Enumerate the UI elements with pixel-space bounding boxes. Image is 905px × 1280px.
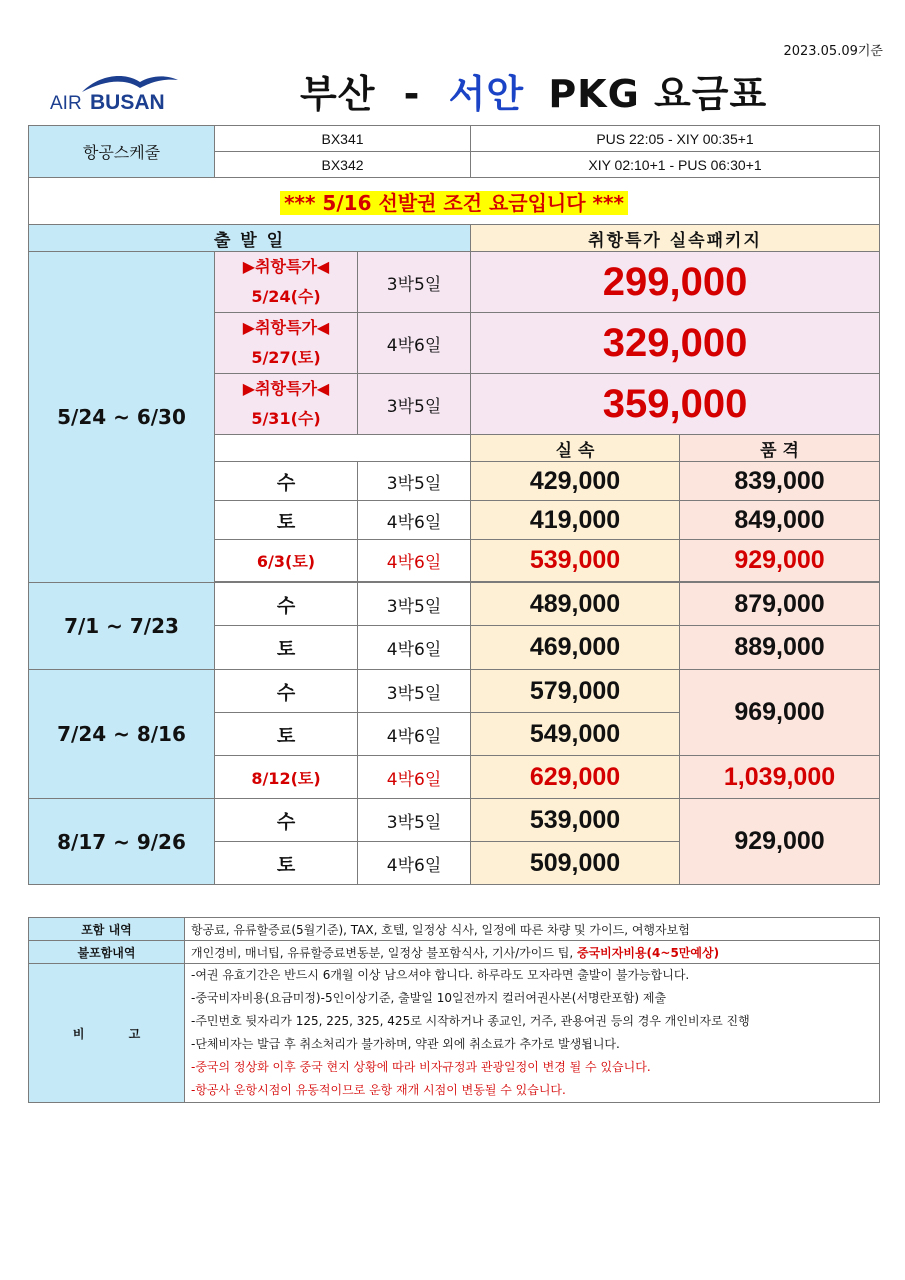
excluded-cell — [185, 941, 880, 964]
departure-day: 수 — [215, 670, 358, 713]
departure-day: 토 — [215, 501, 358, 540]
pumgyeok-price: 929,000 — [680, 799, 880, 885]
duration: 3박5일 — [358, 799, 471, 842]
pumgyeok-header: 품 격 — [680, 435, 880, 462]
duration: 3박5일 — [358, 462, 471, 501]
pumgyeok-price: 929,000 — [680, 540, 880, 582]
notice-banner — [29, 178, 880, 225]
silsok-price: 539,000 — [471, 799, 680, 842]
promo-price: 359,000 — [471, 374, 880, 435]
promo-date: 5/24(수) — [251, 287, 321, 306]
duration: 4박6일 — [358, 756, 471, 799]
period-range: 7/24 ~ 8/16 — [29, 670, 215, 799]
duration: 3박5일 — [358, 583, 471, 626]
duration: 4박6일 — [358, 540, 471, 582]
silsok-price: 539,000 — [471, 540, 680, 582]
title-destination: 서안 — [448, 72, 525, 116]
remark-line: -여권 유효기간은 반드시 6개월 이상 남으셔야 합니다. 하루라도 모자라면 출발이 불가능합니다. — [191, 968, 690, 982]
pumgyeok-price: 839,000 — [680, 462, 880, 501]
logo-busan-text: BUSAN — [90, 91, 165, 114]
remarks-label: 비 고 — [29, 964, 185, 1103]
pumgyeok-price: 1,039,000 — [680, 756, 880, 799]
page-title — [300, 63, 767, 118]
logo-air-text: AIR — [50, 93, 82, 114]
silsok-price: 419,000 — [471, 501, 680, 540]
duration: 4박6일 — [358, 626, 471, 670]
remark-line-warning: -항공사 운항시점이 유동적이므로 운항 재개 시점이 변동될 수 있습니다. — [191, 1083, 566, 1097]
silsok-header: 실 속 — [471, 435, 680, 462]
departure-header: 출 발 일 — [29, 225, 471, 252]
pumgyeok-price: 849,000 — [680, 501, 880, 540]
title-suffix: PKG 요금표 — [548, 72, 768, 116]
duration: 3박5일 — [358, 374, 471, 435]
flight-code: BX341 — [215, 126, 471, 152]
duration: 4박6일 — [358, 501, 471, 540]
promo-date: 5/27(토) — [251, 348, 321, 367]
departure-day: 6/3(토) — [215, 540, 358, 582]
departure-day: 토 — [215, 626, 358, 670]
excluded-visa-text: 중국비자비용(4~5만예상) — [577, 945, 720, 960]
air-busan-logo — [50, 70, 185, 115]
schedule-label: 항공스케줄 — [29, 126, 215, 178]
silsok-price: 429,000 — [471, 462, 680, 501]
title-origin: 부산 — [300, 72, 376, 116]
promo-label — [215, 374, 358, 435]
date-note: 2023.05.09기준 — [783, 44, 883, 59]
departure-day: 수 — [215, 583, 358, 626]
excluded-text: 개인경비, 매너팁, 유류할증료변동분, 일정상 불포함식사, 기사/가이드 팁, — [191, 945, 577, 960]
included-text: 항공료, 유류할증료(5월기준), TAX, 호텔, 일정상 식사, 일정에 따른 차량 및 가이드, 여행자보험 — [185, 918, 880, 941]
blank-cell — [215, 435, 471, 462]
departure-day: 8/12(토) — [215, 756, 358, 799]
info-table — [28, 917, 880, 1103]
promo-price: 329,000 — [471, 313, 880, 374]
flight-route: PUS 22:05 - XIY 00:35+1 — [471, 126, 880, 152]
promo-label — [215, 252, 358, 313]
departure-day: 토 — [215, 713, 358, 756]
promo-date: 5/31(수) — [251, 409, 321, 428]
pumgyeok-price: 879,000 — [680, 583, 880, 626]
promo-price: 299,000 — [471, 252, 880, 313]
excluded-label: 불포함내역 — [29, 941, 185, 964]
duration: 4박6일 — [358, 313, 471, 374]
silsok-price: 469,000 — [471, 626, 680, 670]
departure-day: 토 — [215, 842, 358, 885]
period-range: 7/1 ~ 7/23 — [29, 583, 215, 670]
pumgyeok-price: 969,000 — [680, 670, 880, 756]
flight-code: BX342 — [215, 152, 471, 178]
duration: 3박5일 — [358, 252, 471, 313]
remarks-cell — [185, 964, 880, 1103]
silsok-price: 509,000 — [471, 842, 680, 885]
remark-line-warning: -중국의 정상화 이후 중국 현지 상황에 따라 비자규정과 관광일정이 변경 될 수 있습니다. — [191, 1060, 651, 1074]
duration: 3박5일 — [358, 670, 471, 713]
departure-day: 수 — [215, 799, 358, 842]
flight-route: XIY 02:10+1 - PUS 06:30+1 — [471, 152, 880, 178]
period-range: 5/24 ~ 6/30 — [29, 252, 215, 583]
notice-text: *** 5/16 선발권 조건 요금입니다 *** — [280, 191, 628, 215]
promo-label — [215, 313, 358, 374]
title-dash: - — [403, 72, 421, 116]
period-range: 8/17 ~ 9/26 — [29, 799, 215, 885]
silsok-price: 489,000 — [471, 583, 680, 626]
remark-line: -주민번호 뒷자리가 125, 225, 325, 425로 시작하거나 종교인, 거주, 관용여권 등의 경우 개인비자로 진행 — [191, 1014, 750, 1028]
duration: 4박6일 — [358, 713, 471, 756]
fare-table — [28, 125, 880, 885]
silsok-price: 549,000 — [471, 713, 680, 756]
duration: 4박6일 — [358, 842, 471, 885]
remark-line: -단체비자는 발급 후 취소처리가 불가하며, 약관 외에 취소료가 추가로 발생됩니다. — [191, 1037, 620, 1051]
promo-tag: ▶취항특가◀ — [242, 257, 330, 276]
silsok-price: 629,000 — [471, 756, 680, 799]
promo-tag: ▶취항특가◀ — [242, 318, 330, 337]
remark-line: -중국비자비용(요금미정)-5인이상기준, 출발일 10일전까지 컬러여권사본(서명란포함) 제출 — [191, 991, 667, 1005]
included-label: 포함 내역 — [29, 918, 185, 941]
package-header: 취항특가 실속패키지 — [471, 225, 880, 252]
promo-tag: ▶취항특가◀ — [242, 379, 330, 398]
pumgyeok-price: 889,000 — [680, 626, 880, 670]
departure-day: 수 — [215, 462, 358, 501]
silsok-price: 579,000 — [471, 670, 680, 713]
